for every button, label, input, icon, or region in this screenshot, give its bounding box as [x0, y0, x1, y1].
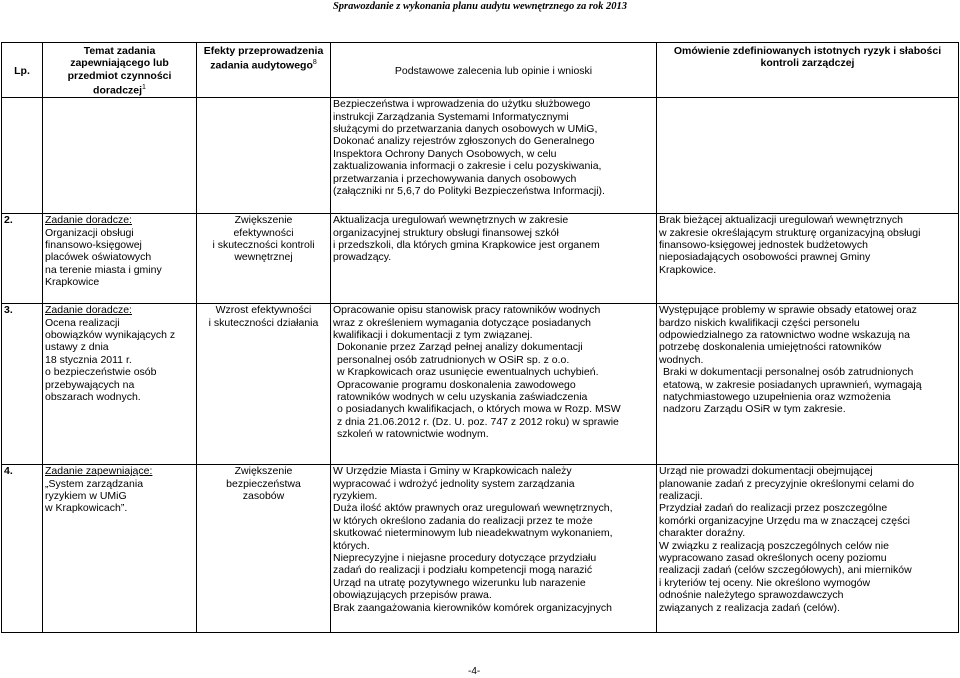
row-number: 3. — [2, 304, 43, 465]
column-header-task: Temat zadania zapewniającego lub przedmiot czynności doradczej$^1$ — [43, 43, 197, 98]
table-header-row — [2, 43, 959, 98]
risks-cell: Urząd nie prowadzi dokumentacji obejmującej planowanie zadań z precyzyjnie określonymi celami do realizacji. Przydział zadań do realizacji przez poszczególne komórki organizacyjne Urzędu ma w znaczącej części charakter doraźny. W związku z realizacją poszczególnych celów nie wypracowano zasad określonych oceny poziomu realizacji zadań (celów szczegółowych), ani mierników i kryteriów tej oceny. Nie określono wymogów odnośnie należytego sprawozdawczych związanych z realizacja zadań (celów). — [657, 465, 959, 633]
risks-cell: Brak bieżącej aktualizacji uregulowań wewnętrznych w zakresie określającym strukturę organizacyjną obsługi finansowo-księgowej jednostek budżetowych nieposiadających osobowości prawnej Gminy Krapkowice. — [657, 214, 959, 304]
task-cell: Zadanie doradcze: Organizacji obsługi finansowo-księgowej placówek oświatowych na terenie miasta i gminy Krapkowice — [43, 214, 197, 304]
prior-recommendation-cell: Bezpieczeństwa i wprowadzenia do użytku służbowego instrukcji Zarządzania Systemami Informatycznymi służącymi do przetwarzania danych osobowych w UMiG, Dokonać analizy rejestrów zgłoszonych do Generalnego Inspektora Ochrony Danych Osobowych, w celu zaktualizowania informacji o zakresie i celu pozyskiwania, przetwarzania i przechowywania danych osobowych (załączniki nr 5,6,7 do Polityki Bezpieczeństwa Informacji). — [331, 98, 657, 214]
table-row — [2, 214, 959, 304]
table-row — [2, 304, 959, 465]
table-row — [2, 465, 959, 633]
column-header-risks: Omówienie zdefiniowanych istotnych ryzyk i słabości kontroli zarządczej — [657, 43, 959, 98]
continuation-row — [2, 98, 959, 214]
footnote-ref-1: 1 — [142, 84, 146, 92]
column-header-recommendations: Podstawowe zalecenia lub opinie i wnioski — [331, 43, 657, 98]
recommendations-cell: Opracowanie opisu stanowisk pracy ratowników wodnych wraz z określeniem wymagania dotyczące posiadanych kwalifikacji i dokumentacji z tym związanej. Dokonanie przez Zarząd pełnej analizy dokumentacji personalnej osób zatrudnionych w OSiR sp. z o.o. w Krapkowicach oraz usunięcie ewentualnych uchybień. Opracowanie programu doskonalenia zawodowego ratowników wodnych w celu uzyskania zaświadczenia o posiadanych kwalifikacjach, o których mowa w Rozp. MSW z dnia 21.06.2012 r. (Dz. U. poz. 747 z 2012 roku) w sprawie szkoleń w ratownictwie wodnym. — [331, 304, 657, 465]
row-number: 2. — [2, 214, 43, 304]
task-cell: Zadanie doradcze: Ocena realizacji obowiązków wynikających z ustawy z dnia 18 stycznia 2011 r. o bezpieczeństwie osób przebywających na obszarach wodnych. — [43, 304, 197, 465]
document-header: Sprawozdanie z wykonania planu audytu wewnętrznego za rok 2013 — [332, 1, 628, 12]
effect-cell: Wzrost efektywności i skuteczności działania — [197, 304, 331, 465]
recommendations-cell: W Urzędzie Miasta i Gminy w Krapkowicach należy wypracować i wdrożyć jednolity system zarządzania ryzykiem. Duża ilość aktów prawnych oraz uregulowań wewnętrznych, w których określono zadania do realizacji przez te może skutkować nieterminowym lub nieadekwatnym wykonaniem, których. Nieprecyzyjne i niejasne procedury dotyczące przydziału zadań do realizacji i podziału kompetencji mogą narazić Urząd na utratę pozytywnego wizerunku lub narazenie obowiązujących przepisów prawa. Brak zaangażowania kierowników komórek organizacyjnych — [331, 465, 657, 633]
effect-cell: Zwiększenie bezpieczeństwa zasobów — [197, 465, 331, 633]
column-header-lp: Lp. — [2, 43, 43, 98]
recommendations-cell: Aktualizacja uregulowań wewnętrznych w zakresie organizacyjnej struktury obsługi finansowej szkół i przedszkoli, dla których gmina Krapkowice jest organem prowadzący. — [331, 214, 657, 304]
risks-cell: Występujące problemy w sprawie obsady etatowej oraz bardzo niskich kwalifikacji części personelu odpowiedzialnego za ratownictwo wodne wskazują na potrzebę doskonalenia umiejętności ratowników wodnych. Braki w dokumentacji personalnej osób zatrudnionych etatową, w zakresie posiadanych uprawnień, wymagają natychmiastowego uzupełnienia oraz wzmożenia nadzoru Zarządu OSiR w tym zakresie. — [657, 304, 959, 465]
row-number: 4. — [2, 465, 43, 633]
task-cell: Zadanie zapewniające: „System zarządzania ryzykiem w UMiG w Krapkowicach”. — [43, 465, 197, 633]
page-number: -4- — [468, 666, 481, 677]
audit-table — [1, 42, 959, 633]
footnote-ref-8: 8 — [312, 59, 317, 67]
effect-cell: Zwiększenie efektywności i skuteczności kontroli wewnętrznej — [197, 214, 331, 304]
column-header-effects: Efekty przeprowadzenia zadania audytowego$^8$ — [197, 43, 331, 98]
